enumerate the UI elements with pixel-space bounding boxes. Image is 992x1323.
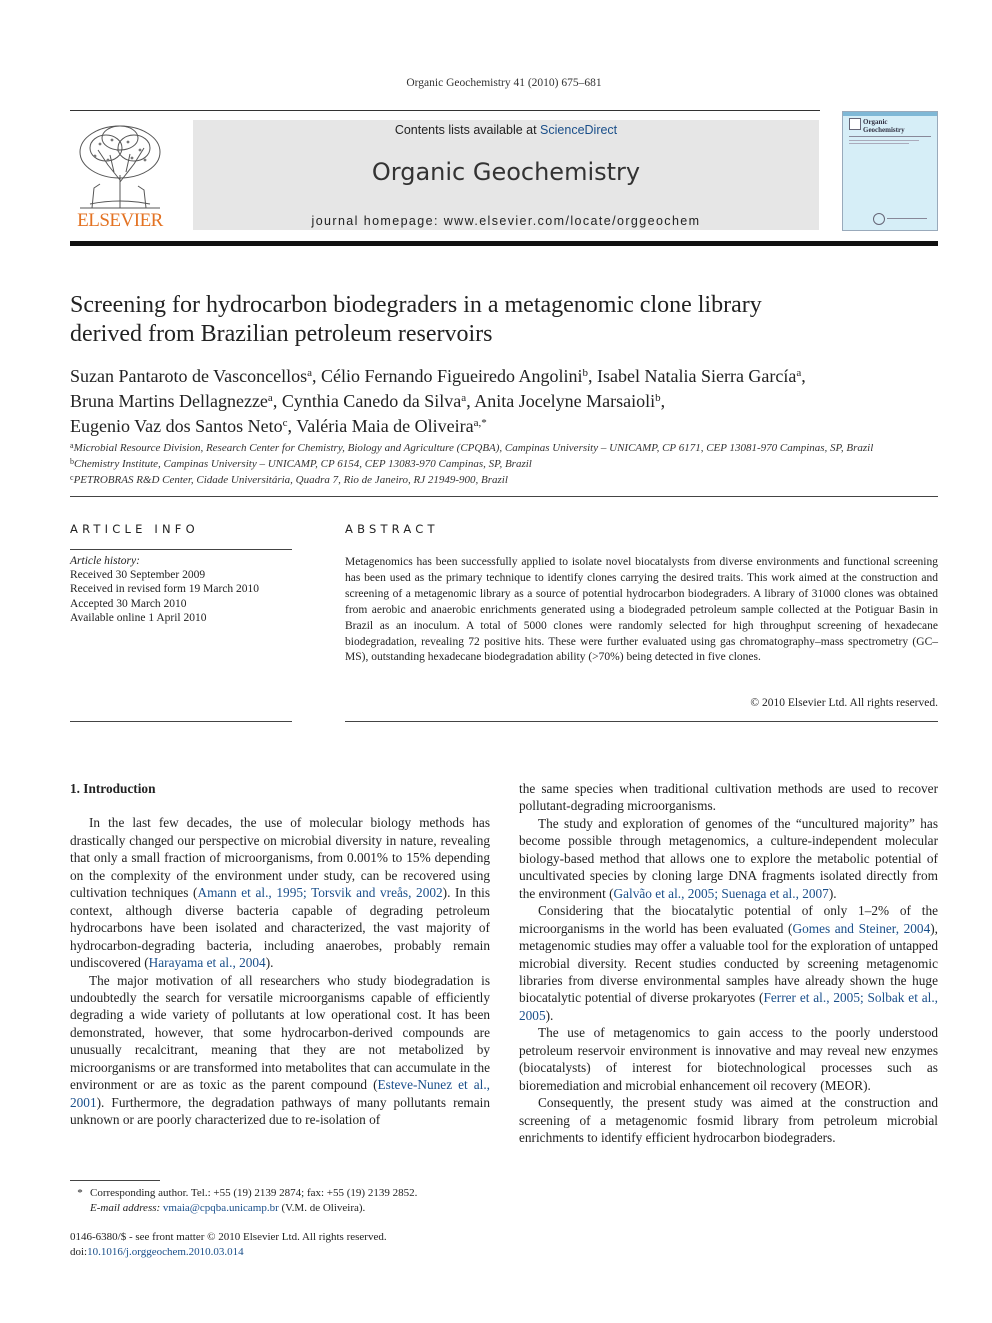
abstract-text: Metagenomics has been successfully applied to isolate novel biocatalysts from diverse environments and functional screening has been used as the primary technique to identify clones carrying the desired traits. This work aimed at the construction and screening of a metagenomic library as a source of potential hydrocarbon biodegraders. A library of 31000 clones was obtained from aerobic and anaerobic enrichments generated using a biodegraded petroleum sample collected at the Potiguar Basin in Brazil as an inoculum. A total of 5000 clones were randomly selected for high throughput screening of hexadecane biodegradation, revealing 72 positive hits. These were further evaluated using gas chromatography–mass spectrometry (GC–MS), outstanding hexadecane biodegradation ability (>70%) being detected in five clones. — [345, 556, 938, 664]
author-sep: , — [660, 391, 666, 411]
section-heading: 1. Introduction — [70, 781, 156, 796]
journal-cover-thumbnail[interactable] — [842, 111, 938, 231]
author-name: Cynthia Canedo da Silva — [281, 391, 462, 411]
citation-link[interactable]: Amann et al., 1995; Torsvik and vreås, 2002 — [197, 885, 443, 901]
issn-line: 0146-6380/$ - see front matter © 2010 Elsevier Ltd. All rights reserved. — [70, 1231, 387, 1243]
affil-text: Chemistry Institute, Campinas University – UNICAMP, CP 6154, CEP 13083-970 Campinas, SP, Brazil — [74, 458, 532, 470]
elsevier-wordmark: ELSEVIER — [77, 210, 163, 231]
author-line-2 — [70, 387, 938, 412]
author-list — [70, 362, 938, 437]
intro-paragraph-3 — [519, 815, 938, 902]
journal-banner — [193, 120, 819, 230]
author-name: Bruna Martins Dellagnezze — [70, 391, 268, 411]
intro-paragraph-4 — [519, 902, 938, 1024]
revised-date: Received in revised form 19 March 2010 — [70, 583, 260, 596]
abstract-copyright: © 2010 Elsevier Ltd. All rights reserved. — [750, 697, 938, 709]
elsevier-logo[interactable] — [70, 120, 170, 232]
affiliation-b — [70, 455, 938, 471]
affiliation-a — [70, 439, 938, 455]
article-title — [70, 291, 930, 349]
author-affil-sup: a — [307, 367, 313, 379]
author-affil-sup: a — [461, 392, 467, 404]
affiliations — [70, 439, 938, 487]
corresponding-author-footnote — [70, 1186, 490, 1215]
cover-line — [849, 136, 931, 137]
intro-paragraph-2 — [70, 972, 490, 1129]
author-name: Anita Jocelyne Marsaioli — [474, 391, 656, 411]
journal-name: Organic Geochemistry — [371, 158, 641, 186]
author-name: Valéria Maia de Oliveira — [296, 416, 474, 436]
cover-line — [849, 140, 919, 141]
affil-sup: b — [70, 457, 74, 466]
citation-link[interactable]: Esteve-Nunez et al., 2001 — [70, 1077, 490, 1110]
email-owner: (V.M. de Oliveira). — [281, 1201, 366, 1214]
cover-publisher-icon — [873, 213, 885, 225]
author-affil-sup: c — [282, 417, 288, 429]
affil-sup: c — [70, 473, 74, 482]
author-name: Eugenio Vaz dos Santos Neto — [70, 416, 283, 436]
author-line-1 — [70, 362, 938, 387]
footnote-rule — [70, 1180, 160, 1181]
author-name: Isabel Natalia Sierra García — [597, 366, 797, 386]
cover-logo-icon — [849, 118, 861, 130]
author-sep: , — [272, 391, 282, 411]
header-thick-rule — [70, 241, 938, 246]
text-run: The study and exploration of genomes of the “uncultured majority” has become possible through metagenomics, a culture-independent molecular biology-based method that allows one to explore the metabolic potential of uncultivated species by cloning large DNA fragments isolated directly from the environment ( — [519, 815, 938, 901]
accepted-date: Accepted 30 March 2010 — [70, 597, 187, 610]
abstract-heading: ABSTRACT — [345, 522, 439, 536]
email-label: E-mail address: — [90, 1201, 161, 1214]
author-affil-sup: b — [582, 367, 588, 379]
footnote-line-1 — [70, 1186, 490, 1201]
author-sep: , — [312, 366, 322, 386]
affiliation-c — [70, 471, 938, 487]
citation-link[interactable]: Ferrer et al., 2005; Solbak et al., 2005 — [519, 990, 939, 1023]
text-run: ). Furthermore, the degradation pathways of many pollutants remain unknown or are poorly characterized due to re-isolation of — [70, 1094, 490, 1128]
text-run: In the last few decades, the use of molecular biology methods has drastically changed our perspective on microbial diversity in nature, revealing that only a small fraction of microorganisms, from 0.001% to 15% depending on the complexity of the environment under study, can be recovered using cultivation techniques ( — [70, 815, 490, 901]
history-label: Article history: — [70, 555, 140, 567]
author-sep: , — [588, 366, 597, 386]
intro-paragraph-5: The use of metagenomics to gain access to the poorly understood petroleum reservoir environment is innovative and may reveal new enzymes (biocatalysts) of interest for biotechnological processes such as bioremediation and microbial enhancement oil recovery (MEOR). — [519, 1025, 938, 1093]
article-info-bottom-rule — [70, 721, 292, 722]
author-sep: , — [466, 391, 475, 411]
title-line-2: derived from Brazilian petroleum reservoirs — [70, 321, 493, 347]
text-run: ), metagenomic studies may offer a valuable tool for the exploration of untapped microbial diversity. Recent studies conducted by screening metagenomic libraries from diverse environmental samples have already shown the huge biocatalytic potential of diverse prokaryotes ( — [519, 920, 938, 1006]
affil-text: Microbial Resource Division, Research Center for Chemistry, Biology and Agriculture (CPQBA), Campinas University – UNICAMP, CP 6171, CEP 13081-970 Campinas, SP, Brazil — [73, 442, 874, 454]
author-affil-sup: b — [655, 392, 661, 404]
text-run: Considering that the biocatalytic potential of only 1–2% of the microorganisms in the world has been evaluated ( — [519, 903, 938, 936]
section-rule — [70, 496, 938, 497]
article-info-rule — [70, 549, 292, 550]
footnote-line-2 — [70, 1201, 490, 1216]
received-date: Received 30 September 2009 — [70, 569, 206, 582]
author-sep: , — [287, 416, 297, 436]
footnote-contact: Corresponding author. Tel.: +55 (19) 2139 2874; fax: +55 (19) 2139 2852. — [90, 1187, 418, 1199]
citation-link[interactable]: Gomes and Steiner, 2004 — [792, 920, 931, 936]
text-run: ). — [265, 955, 274, 971]
contents-line — [193, 123, 819, 137]
email-link[interactable]: vmaia@cpqba.unicamp.br — [162, 1201, 279, 1214]
doi-line — [70, 1245, 490, 1260]
intro-paragraph-continued: the same species when traditional cultivation methods are used to recover pollutant-degrading microorganisms. — [519, 781, 938, 814]
online-date: Available online 1 April 2010 — [70, 611, 207, 624]
journal-homepage[interactable]: journal homepage: www.elsevier.com/locate/orggeochem — [311, 214, 701, 228]
intro-paragraph-6: Consequently, the present study was aimed at the construction and screening of a metagenomic fosmid library from petroleum microbial enrichments to identify efficient hydrocarbon biodegraders. — [519, 1095, 938, 1146]
cover-title-line1: Organic — [863, 118, 888, 126]
author-affil-sup: a,* — [473, 417, 487, 429]
author-affil-sup: a — [796, 367, 802, 379]
cover-line — [849, 143, 909, 144]
intro-paragraph-1 — [70, 814, 490, 971]
article-info-heading: ARTICLE INFO — [70, 522, 199, 536]
contents-prefix: Contents lists available at — [394, 123, 541, 137]
text-run: The major motivation of all researchers who study biodegradation is undoubtedly the search for versatile microorganisms capable of efficiently degrading a wide variety of pollutants at low operational cost. It has been demonstrated, however, that some hydrocarbon-derived compounds are unusually recalcitrant, meaning that they are not metabolized by microorganisms or are transformed into metabolites that can accumulate in the environment or are as toxic as the parent compound ( — [70, 972, 490, 1093]
doi-label: doi: — [70, 1245, 88, 1258]
author-line-3 — [70, 412, 938, 437]
doi-link[interactable]: 10.1016/j.orggeochem.2010.03.014 — [87, 1245, 244, 1258]
cover-title — [863, 118, 933, 134]
affil-sup: a — [70, 441, 74, 450]
affil-text: PETROBRAS R&D Center, Cidade Universitária, Quadra 7, Rio de Janeiro, RJ 21949-900, Brazil — [73, 474, 508, 486]
header-rule — [70, 110, 820, 111]
cover-stripe — [843, 112, 937, 116]
journal-citation: Organic Geochemistry 41 (2010) 675–681 — [406, 77, 602, 89]
article-history — [70, 554, 292, 625]
body-column-right — [519, 780, 938, 1147]
title-line-1: Screening for hydrocarbon biodegraders in a metagenomic clone library — [70, 292, 762, 318]
citation-link[interactable]: Galvão et al., 2005; Suenaga et al., 2007 — [613, 885, 829, 901]
abstract-bottom-rule — [345, 721, 938, 722]
author-name: Suzan Pantaroto de Vasconcellos — [70, 366, 308, 386]
footnote-star: * — [77, 1187, 83, 1199]
sciencedirect-link[interactable]: ScienceDirect — [540, 123, 618, 137]
citation-link[interactable]: Harayama et al., 2004 — [148, 955, 266, 971]
cover-title-line2: Geochemistry — [863, 126, 905, 134]
page-bottom-info — [70, 1230, 490, 1259]
body-column-left — [70, 780, 490, 1129]
author-name: Célio Fernando Figueiredo Angolini — [321, 366, 583, 386]
text-run: ). — [545, 1007, 554, 1023]
cover-line — [887, 218, 927, 219]
author-sep: , — [801, 366, 806, 386]
text-run: ). In this context, although diverse bacteria capable of degrading petroleum hydrocarbons have been isolated and characterized, the vast majority of hydrocarbon-degrading bacteria, including anaerobes, probably remain undiscovered ( — [70, 885, 490, 971]
author-affil-sup: a — [267, 392, 273, 404]
text-run: ). — [828, 885, 837, 901]
